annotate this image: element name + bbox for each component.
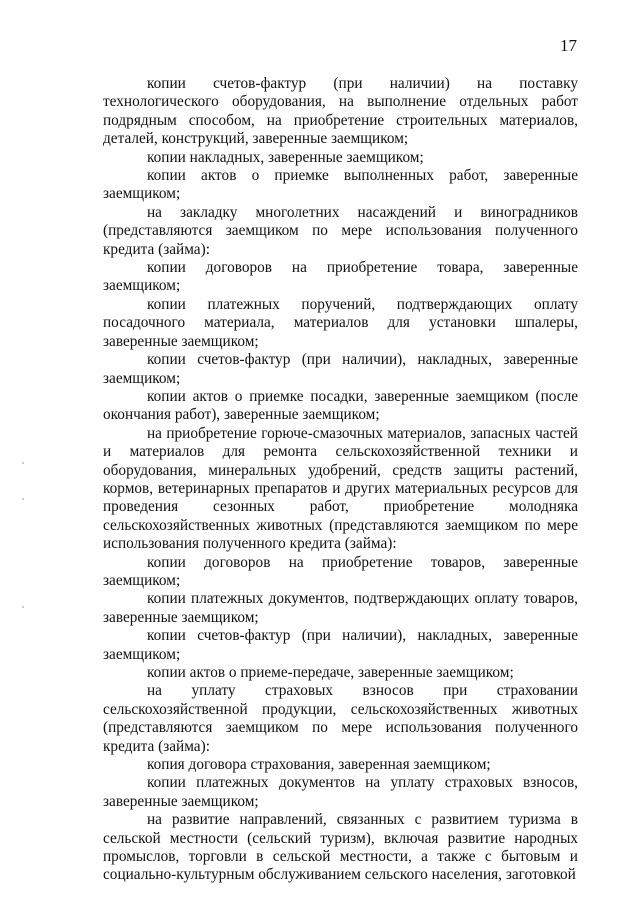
paragraph-11: копии платежных документов, подтверждающих оплату товаров, заверенные заемщиком; (103, 590, 578, 626)
paragraph-6: копии платежных поручений, подтверждающих оплату посадочного материала, материалов для установки шпалеры, заверенные заемщиком; (103, 295, 578, 350)
paragraph-9: на приобретение горюче-смазочных материалов, запасных частей и материалов для ремонта сельскохозяйственной техники и оборудования, минеральных удобрений, средств защиты растений, кормов, ветеринарных препаратов и других материальных ресурсов для проведения сезонных работ, приобретение молодняка сельскохозяйственных животных (представляются заемщиком по мере использования полученного кредита (займа): (103, 424, 578, 553)
paragraph-1: копии счетов-фактур (при наличии) на поставку технологического оборудования, на выполнение отдельных работ подрядным способом, на приобретение строительных материалов, деталей, конструкций, заверенные заемщиком; (103, 75, 578, 148)
paragraph-17: на развитие направлений, связанных с развитием туризма в сельской местности (сельский туризм), включая развитие народных промыслов, торговли в сельской местности, а также с бытовым и социально-культурным обслуживанием сельского населения, заготовкой (103, 811, 578, 884)
paragraph-4: на закладку многолетних насаждений и виноградников (представляются заемщиком по мере использования полученного кредита (займа): (103, 203, 578, 258)
page-number: 17 (560, 36, 577, 55)
scan-speck (22, 606, 24, 608)
paragraph-10: копии договоров на приобретение товаров, заверенные заемщиком; (103, 553, 578, 589)
paragraph-13: копии актов о приеме-передаче, заверенные заемщиком; (147, 664, 514, 681)
paragraph-2: копии накладных, заверенные заемщиком; (147, 148, 424, 166)
document-body (103, 75, 578, 885)
paragraph-5: копии договоров на приобретение товара, заверенные заемщиком; (103, 259, 578, 295)
paragraph-12: копии счетов-фактур (при наличии), накладных, заверенные заемщиком; (103, 627, 578, 663)
paragraph-15: копия договора страхования, заверенная заемщиком; (147, 756, 491, 774)
scan-speck (22, 498, 24, 500)
paragraph-7: копии счетов-фактур (при наличии), накладных, заверенные заемщиком; (103, 351, 578, 387)
paragraph-14: на уплату страховых взносов при страховании сельскохозяйственной продукции, сельскохозяйственных животных (представляются заемщиком по мере использования полученного кредита (займа): (103, 682, 578, 755)
paragraph-8: копии актов о приемке посадки, заверенные заемщиком (после окончания работ), заверенные заемщиком; (103, 387, 578, 424)
scan-speck (22, 462, 24, 464)
paragraph-16: копии платежных документов на уплату страховых взносов, заверенные заемщиком; (103, 774, 578, 810)
paragraph-3: копии актов о приемке выполненных работ, заверенные заемщиком; (103, 167, 578, 203)
